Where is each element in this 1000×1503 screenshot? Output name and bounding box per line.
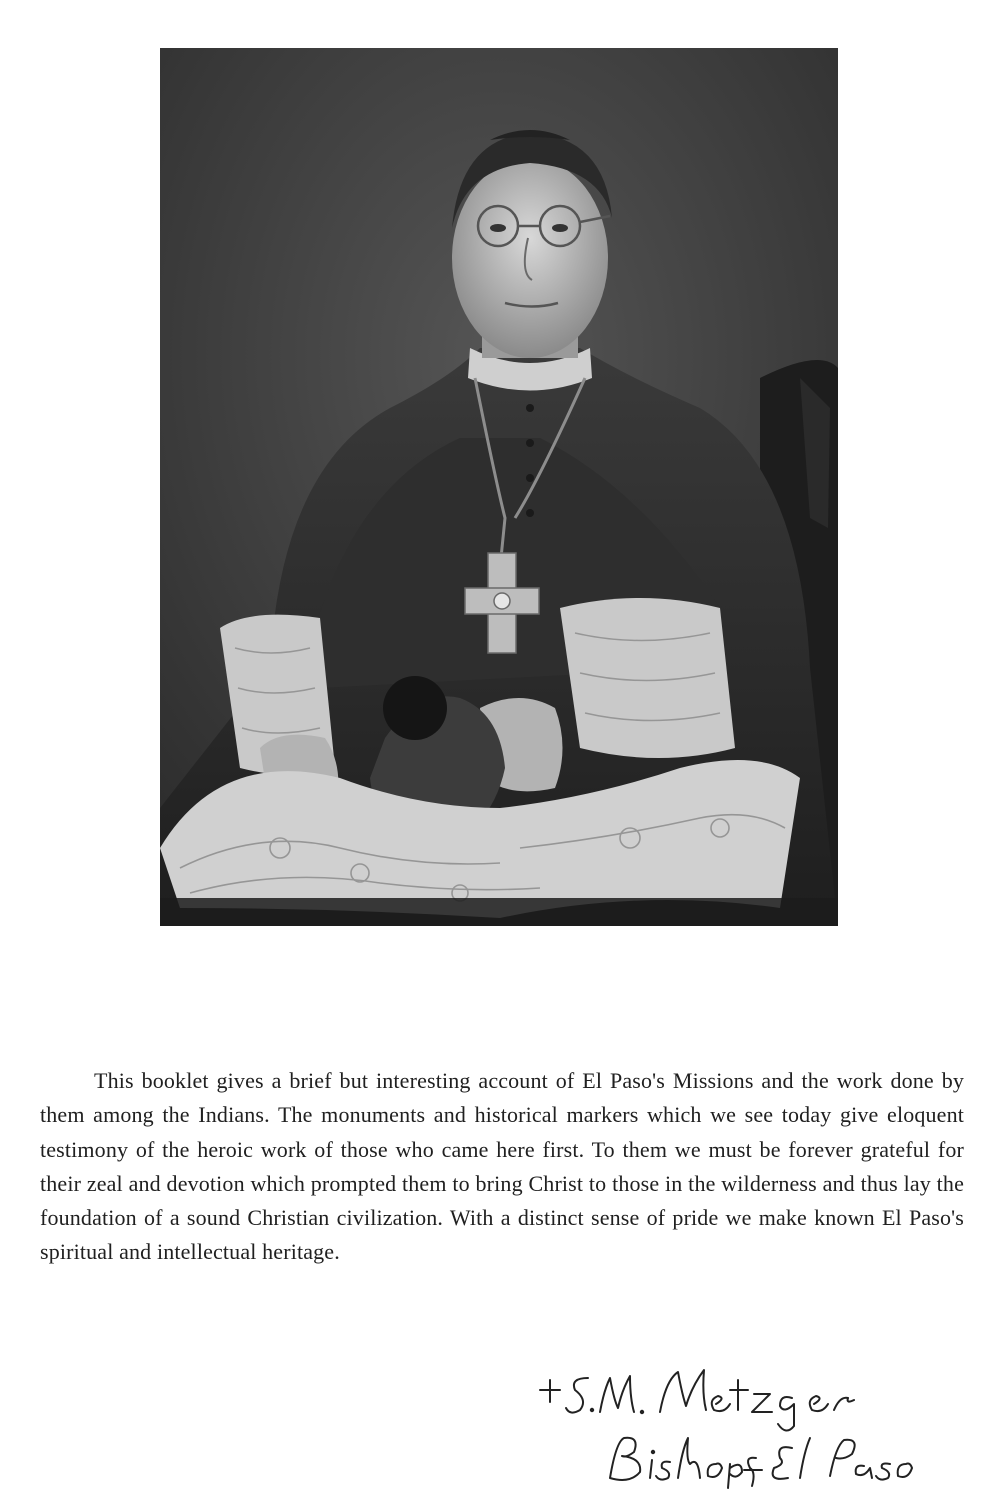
handwritten-signature-icon (530, 1360, 970, 1490)
bishop-signature (530, 1360, 970, 1490)
bishop-portrait-photo (160, 48, 838, 926)
booklet-message (40, 1064, 964, 1270)
portrait-photo-icon (160, 48, 838, 926)
message-paragraph: This booklet gives a brief but interesting account of El Paso's Missions and the work done by them among the Indians. The monuments and historical markers which we see today give eloquent testimony of the heroic work of those who came here first. To them we must be forever grateful for their zeal and devotion which prompted them to bring Christ to those in the wilderness and thus lay the foundation of a sound Christian civilization. With a distinct sense of pride we make known El Paso's spiritual and intellectual heritage. (40, 1068, 964, 1265)
